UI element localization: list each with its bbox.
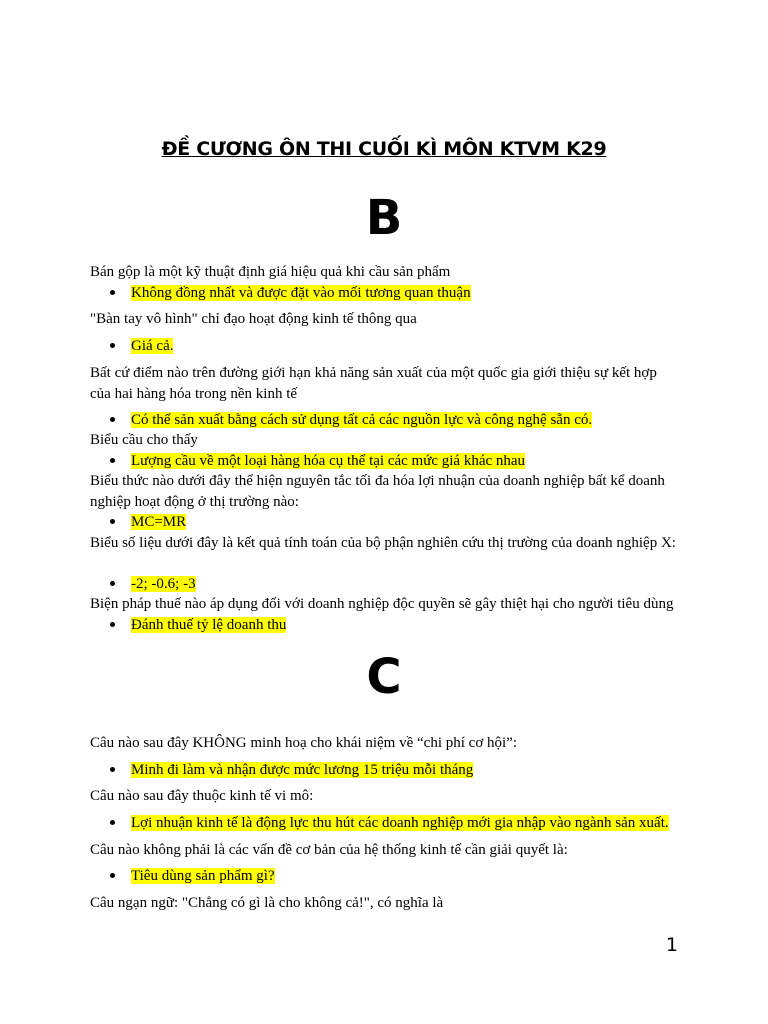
bullet-icon	[110, 519, 115, 524]
section-heading-c: C	[366, 649, 402, 705]
question-text: Câu nào không phải là các vấn đề cơ bản của hệ thống kinh tế cần giải quyết là:	[90, 842, 568, 858]
answer-item	[110, 615, 286, 636]
answer-text: Không đồng nhất và được đặt vào mối tương quan thuận	[131, 285, 471, 301]
bullet-icon	[110, 417, 115, 422]
answer-item	[110, 410, 592, 431]
page-title: ĐỀ CƯƠNG ÔN THI CUỐI KÌ MÔN KTVM K29	[161, 138, 607, 160]
section-heading-b: B	[365, 190, 403, 246]
answer-item	[110, 512, 186, 533]
question-text: Bán gộp là một kỹ thuật định giá hiệu quả khi cầu sản phẩm	[90, 264, 451, 280]
answer-text: Lượng cầu về một loại hàng hóa cụ thể tại các mức giá khác nhau	[131, 453, 526, 469]
question-text: Câu nào sau đây thuộc kinh tế vi mô:	[90, 788, 314, 804]
question-text: Biểu số liệu dưới đây là kết quả tính toán của bộ phận nghiên cứu thị trường của doanh nghiệp X:	[90, 535, 676, 551]
answer-item	[110, 574, 196, 595]
question-text: Bất cứ điểm nào trên đường giới hạn khả năng sản xuất của một quốc gia giới thiệu sự kết hợp của hai hàng hóa trong nền kinh tế	[90, 365, 657, 402]
answer-text: Minh đi làm và nhận được mức lương 15 triệu mỗi tháng	[131, 762, 474, 778]
answer-item	[110, 336, 173, 357]
answer-text: Giá cả.	[131, 338, 174, 354]
answer-text: Lợi nhuận kinh tế là động lực thu hút các doanh nghiệp mới gia nhập vào ngành sản xuất.	[131, 815, 669, 831]
question-text: Biện pháp thuế nào áp dụng đối với doanh nghiệp độc quyền sẽ gây thiệt hại cho người tiêu dùng	[90, 596, 674, 612]
answer-text: Đánh thuế tỷ lệ doanh thu	[131, 617, 287, 633]
answer-item	[110, 451, 525, 472]
question-text: Biểu cầu cho thấy	[90, 432, 198, 448]
answer-item	[110, 760, 473, 781]
bullet-icon	[110, 820, 115, 825]
bullet-icon	[110, 290, 115, 295]
bullet-icon	[110, 873, 115, 878]
question-text: "Bàn tay vô hình" chỉ đạo hoạt động kinh tế thông qua	[90, 311, 417, 327]
answer-text: MC=MR	[131, 514, 187, 530]
bullet-icon	[110, 581, 115, 586]
answer-item	[110, 283, 471, 304]
bullet-icon	[110, 343, 115, 348]
answer-item	[110, 866, 275, 887]
question-text: Câu nào sau đây KHÔNG minh hoạ cho khái niệm về “chi phí cơ hội”:	[90, 735, 517, 751]
bullet-icon	[110, 622, 115, 627]
answer-text: Tiêu dùng sản phẩm gì?	[131, 868, 275, 884]
answer-item	[110, 813, 669, 834]
answer-text: -2; -0.6; -3	[131, 576, 196, 592]
page-number: 1	[665, 934, 678, 956]
answer-text: Có thể sản xuất bằng cách sử dụng tất cả các nguồn lực và công nghệ sẵn có.	[131, 412, 593, 428]
bullet-icon	[110, 767, 115, 772]
question-text: Biểu thức nào dưới đây thể hiện nguyên tắc tối đa hóa lợi nhuận của doanh nghiệp bất kể doanh nghiệp hoạt động ở thị trường nào:	[90, 473, 665, 510]
question-text: Câu ngạn ngữ: "Chẳng có gì là cho không cả!", có nghĩa là	[90, 895, 444, 911]
bullet-icon	[110, 458, 115, 463]
